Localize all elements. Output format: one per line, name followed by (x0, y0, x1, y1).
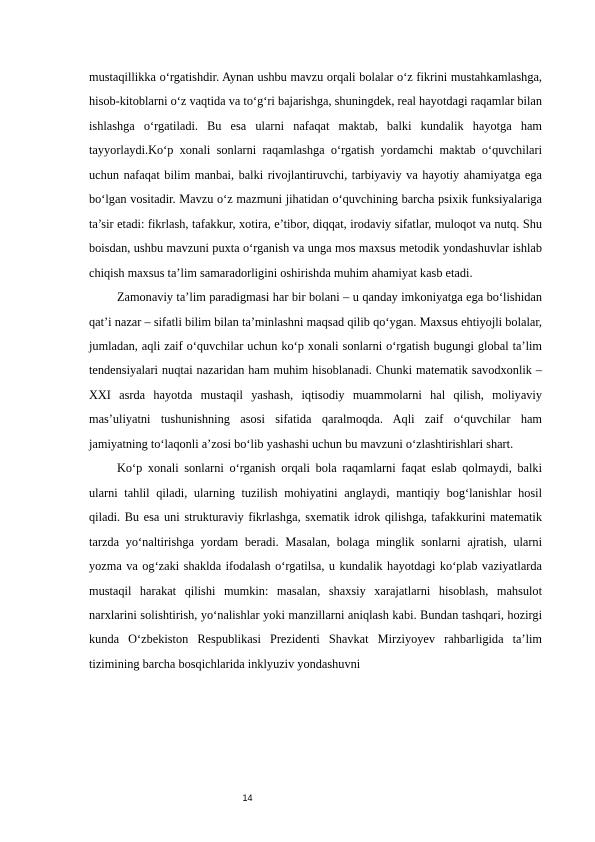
paragraph-1: mustaqillikka o‘rgatishdir. Aynan ushbu mavzu orqali bolalar o‘z fikrini mustahkamlashga, hisob-kitoblarni o‘z vaqtida va to‘g‘ri bajarishga, shuningdek, real hayotdagi raqamlar bilan ishlashga o‘rgatiladi. Bu esa ularni nafaqat maktab, balki kundalik hayotga ham tayyorlaydi.Ko‘p xonali sonlarni raqamlashga o‘rgatish yordamchi maktab o‘quvchilari uchun nafaqat bilim manbai, balki rivojlantiruvchi, tarbiyaviy va hayotiy ahamiyatga ega bo‘lgan vositadir. Mavzu o‘z mazmuni jihatidan o‘quvchining barcha psixik funksiyalariga ta’sir etadi: fikrlash, tafakkur, xotira, e’tibor, diqqat, irodaviy sifatlar, muloqot va nutq. Shu boisdan, ushbu mavzuni puxta o‘rganish va unga mos maxsus metodik yondashuvlar ishlab chiqish maxsus ta’lim samaradorligini oshirishda muhim ahamiyat kasb etadi. (89, 70, 542, 280)
paragraph-3: Ko‘p xonali sonlarni o‘rganish orqali bola raqamlarni faqat eslab qolmaydi, balki ularni tahlil qiladi, ularning tuzilish mohiyatini anglaydi, mantiqiy bog‘lanishlar hosil qiladi. Bu esa uni strukturaviy fikrlashga, sxematik idrok qilishga, tafakkurini matematik tarzda yo‘naltirishga yordam beradi. Masalan, bolaga minglik sonlarni ajratish, ularni yozma va og‘zaki shaklda ifodalash o‘rgatilsa, u kundalik hayotdagi ko‘plab vaziyatlarda mustaqil harakat qilishi mumkin: masalan, shaxsiy xarajatlarni hisoblash, mahsulot narxlarini solishtirish, yo‘nalishlar yoki manzillarni aniqlash kabi. Bundan tashqari, hozirgi kunda O‘zbekiston Respublikasi Prezidenti Shavkat Mirziyoyev rahbarligida ta’lim tizimining barcha bosqichlarida inklyuziv yondashuvni (89, 461, 542, 671)
document-body (89, 65, 542, 676)
page-number: 14 (242, 793, 253, 803)
paragraph-2: Zamonaviy ta’lim paradigmasi har bir bolani – u qanday imkoniyatga ega bo‘lishidan qat’i nazar – sifatli bilim bilan ta’minlashni maqsad qilib qo‘ygan. Maxsus ehtiyojli bolalar, jumladan, aqli zaif o‘quvchilar uchun ko‘p xonali sonlarni o‘rgatish bugungi global ta’lim tendensiyalari nuqtai nazaridan ham muhim hisoblanadi. Chunki matematik savodxonlik – XXI asrda hayotda mustaqil yashash, iqtisodiy muammolarni hal qilish, moliyaviy mas’uliyatni tushunishning asosi sifatida qaralmoqda. Aqli zaif o‘quvchilar ham jamiyatning to‘laqonli a’zosi bo‘lib yashashi uchun bu mavzuni o‘zlashtirishlari shart. (89, 290, 542, 451)
